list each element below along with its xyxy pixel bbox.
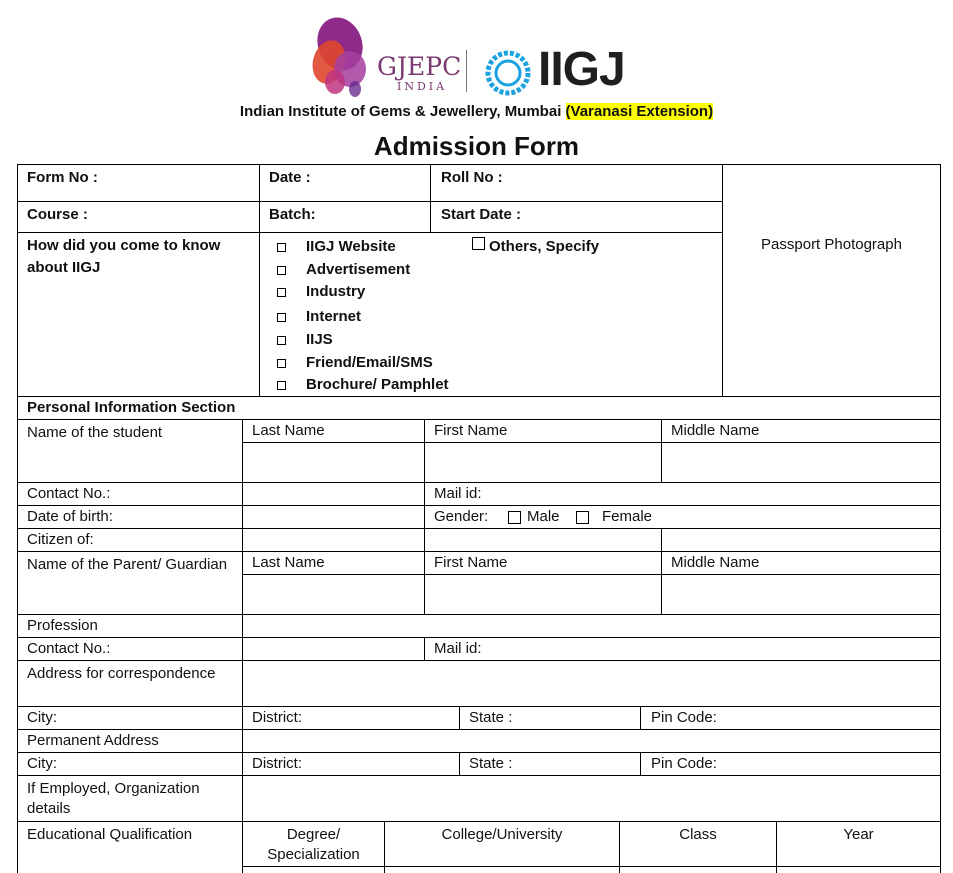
divider — [640, 706, 641, 729]
parent-first-name-label: First Name — [434, 554, 508, 571]
header-logos — [305, 14, 650, 98]
employed-label: If Employed, Organization details — [27, 780, 200, 817]
divider — [17, 551, 941, 552]
state-label: State : — [469, 709, 513, 726]
divider — [17, 821, 941, 822]
first-name-label: First Name — [434, 422, 508, 439]
divider — [17, 706, 941, 707]
passport-photo-box: Passport Photograph — [761, 236, 902, 253]
divider — [17, 752, 941, 753]
college-header: College/University — [441, 826, 563, 843]
divider — [430, 164, 431, 232]
city-label: City: — [27, 709, 57, 726]
divider — [640, 752, 641, 775]
divider — [17, 482, 941, 483]
form-no-label: Form No : — [27, 169, 98, 186]
course-label: Course : — [27, 206, 88, 223]
divider — [661, 551, 662, 614]
source-checkbox[interactable] — [277, 243, 286, 252]
mail-id-label: Mail id: — [434, 485, 482, 502]
logo-divider — [466, 50, 467, 92]
profession-label: Profession — [27, 617, 98, 634]
contact-no-label: Contact No.: — [27, 485, 111, 502]
divider — [424, 551, 425, 614]
divider — [17, 614, 941, 615]
iigj-logo-icon — [485, 50, 531, 96]
divider — [242, 866, 941, 867]
male-checkbox[interactable] — [508, 511, 521, 524]
female-label: Female — [602, 508, 653, 525]
divider — [17, 775, 941, 776]
iigj-logo-text: IIGJ — [538, 43, 625, 96]
divider — [17, 637, 941, 638]
source-label: Industry — [306, 283, 366, 300]
institute-extension: (Varanasi Extension) — [565, 103, 714, 120]
date-label: Date : — [269, 169, 311, 186]
institute-line — [0, 102, 953, 122]
dob-label: Date of birth: — [27, 508, 113, 525]
gjepc-logo-sub: INDIA — [397, 80, 448, 93]
table-border-top — [17, 164, 941, 165]
source-label: Internet — [306, 308, 362, 325]
divider — [17, 396, 941, 397]
address-corr-label: Address for correspondence — [27, 665, 216, 682]
divider — [242, 419, 243, 873]
source-checkbox[interactable] — [277, 336, 286, 345]
divider — [17, 201, 723, 202]
pin-code-label: Pin Code: — [651, 709, 717, 726]
source-checkbox[interactable] — [277, 359, 286, 368]
divider — [17, 232, 723, 233]
divider — [242, 442, 941, 443]
middle-name-label: Middle Name — [671, 422, 760, 439]
divider — [17, 660, 941, 661]
education-label: Educational Qualification — [27, 826, 193, 843]
parent-mail-id-label: Mail id: — [434, 640, 482, 657]
divider — [661, 419, 662, 482]
start-date-label: Start Date : — [441, 206, 522, 223]
citizen-label: Citizen of: — [27, 531, 94, 548]
class-header: Class — [679, 826, 717, 843]
divider — [242, 574, 941, 575]
source-checkbox[interactable] — [277, 266, 286, 275]
source-label: IIJS — [306, 331, 333, 348]
others-checkbox[interactable] — [472, 237, 485, 250]
permanent-district-label: District: — [252, 755, 302, 772]
how-know-label: How did you come to know about IIGJ — [27, 237, 221, 276]
parent-last-name-label: Last Name — [252, 554, 325, 571]
year-header: Year — [843, 826, 874, 843]
source-label: Brochure/ Pamphlet — [306, 376, 449, 393]
divider — [424, 419, 425, 482]
parent-name-label: Name of the Parent/ Guardian — [27, 556, 228, 573]
district-label: District: — [252, 709, 302, 726]
table-border-right — [940, 164, 941, 873]
divider — [661, 528, 662, 551]
source-checkbox[interactable] — [277, 381, 286, 390]
gender-label: Gender: — [434, 508, 489, 525]
student-name-label: Name of the student — [27, 424, 163, 441]
batch-label: Batch: — [269, 206, 316, 223]
personal-section-title: Personal Information Section — [27, 399, 236, 416]
table-border-left — [17, 164, 18, 873]
divider — [424, 637, 425, 660]
source-checkbox[interactable] — [277, 313, 286, 322]
last-name-label: Last Name — [252, 422, 325, 439]
divider — [17, 505, 941, 506]
divider — [722, 164, 723, 396]
parent-contact-no-label: Contact No.: — [27, 640, 111, 657]
source-label: IIGJ Website — [306, 238, 396, 255]
source-label: Friend/Email/SMS — [306, 354, 433, 371]
permanent-address-label: Permanent Address — [27, 732, 159, 749]
form-title: Admission Form — [373, 131, 580, 161]
female-checkbox[interactable] — [576, 511, 589, 524]
divider — [459, 752, 460, 775]
parent-middle-name-label: Middle Name — [671, 554, 760, 571]
divider — [259, 164, 260, 396]
divider — [459, 706, 460, 729]
permanent-city-label: City: — [27, 755, 57, 772]
permanent-state-label: State : — [469, 755, 513, 772]
source-label: Advertisement — [306, 261, 411, 278]
roll-no-label: Roll No : — [441, 169, 503, 186]
gjepc-logo-text: GJEPC — [377, 52, 462, 81]
divider — [17, 528, 941, 529]
degree-header: Degree/ Specialization — [267, 826, 360, 863]
divider — [17, 419, 941, 420]
others-label: Others, Specify — [489, 238, 600, 255]
source-checkbox[interactable] — [277, 288, 286, 297]
male-label: Male — [527, 508, 560, 525]
divider — [17, 729, 941, 730]
divider — [424, 482, 425, 551]
institute-name: Indian Institute of Gems & Jewellery, Mumbai — [239, 103, 562, 120]
permanent-pin-code-label: Pin Code: — [651, 755, 717, 772]
